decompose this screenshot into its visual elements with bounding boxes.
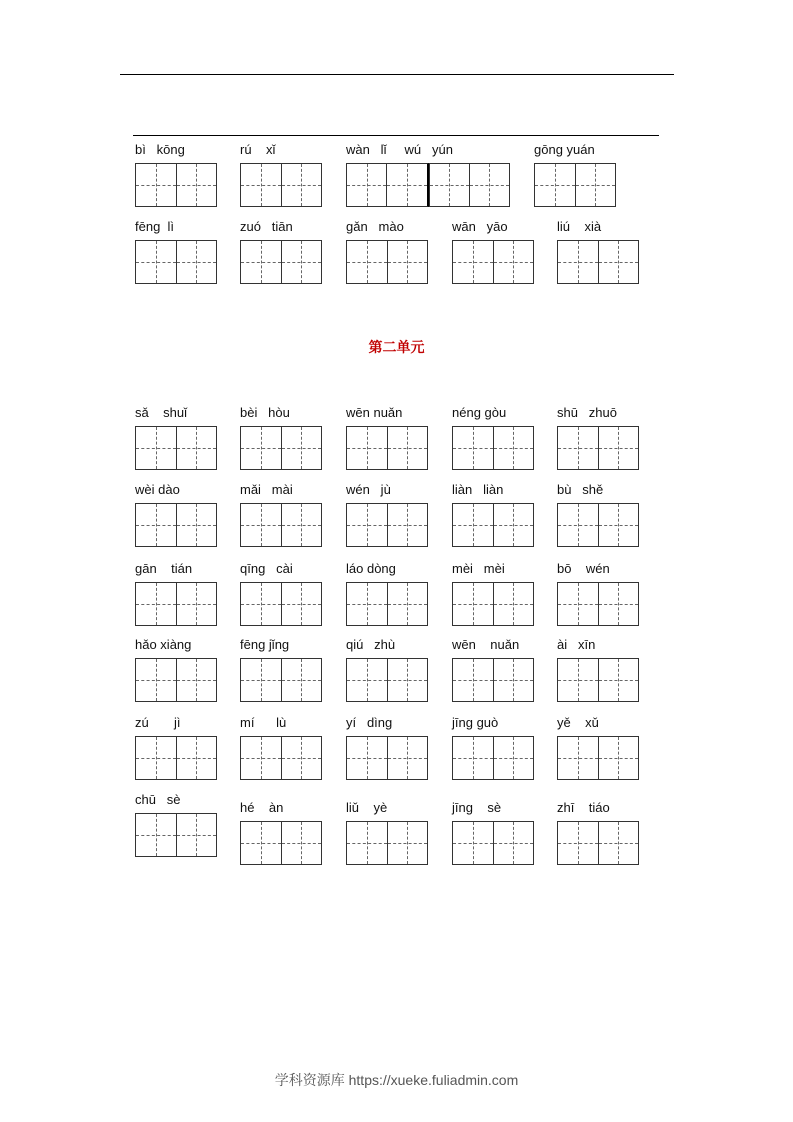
pinyin-label: gōng yuán [534, 142, 595, 157]
tianzige-cell[interactable] [176, 658, 218, 702]
writing-grid[interactable] [240, 163, 322, 207]
tianzige-cell[interactable] [387, 736, 429, 780]
tianzige-cell[interactable] [598, 582, 640, 626]
pinyin-label: wēn nuǎn [452, 637, 520, 652]
tianzige-cell[interactable] [469, 163, 510, 207]
tianzige-cell[interactable] [557, 736, 598, 780]
tianzige-cell[interactable] [598, 821, 640, 865]
tianzige-cell[interactable] [281, 582, 323, 626]
tianzige-cell[interactable] [598, 503, 640, 547]
tianzige-cell[interactable] [452, 658, 493, 702]
pinyin-label: láo dòng [346, 561, 396, 576]
writing-grid[interactable] [346, 426, 428, 470]
tianzige-cell[interactable] [387, 503, 429, 547]
tianzige-cell[interactable] [176, 426, 218, 470]
pinyin-label: mǎi mài [240, 482, 293, 497]
writing-grid[interactable] [135, 503, 217, 547]
tianzige-cell[interactable] [135, 582, 176, 626]
pinyin-label: liú xià [557, 219, 602, 234]
tianzige-cell[interactable] [557, 240, 598, 284]
tianzige-cell[interactable] [176, 503, 218, 547]
writing-grid[interactable] [346, 582, 428, 626]
writing-grid[interactable] [452, 658, 534, 702]
pinyin-label: wān yāo [452, 219, 508, 234]
writing-grid[interactable] [346, 503, 428, 547]
tianzige-cell[interactable] [346, 503, 387, 547]
tianzige-cell[interactable] [281, 821, 323, 865]
tianzige-cell[interactable] [135, 658, 176, 702]
pinyin-label: bù shě [557, 482, 604, 497]
tianzige-cell[interactable] [493, 503, 535, 547]
pinyin-label: wēn nuǎn [346, 405, 403, 420]
tianzige-cell[interactable] [598, 240, 640, 284]
writing-grid[interactable] [557, 503, 639, 547]
tianzige-cell[interactable] [240, 240, 281, 284]
tianzige-cell[interactable] [176, 240, 218, 284]
pinyin-label: bì kōng [135, 142, 185, 157]
pinyin-label: liàn liàn [452, 482, 504, 497]
writing-grid[interactable] [557, 736, 639, 780]
tianzige-cell[interactable] [598, 426, 640, 470]
tianzige-cell[interactable] [240, 426, 281, 470]
pinyin-label: néng gòu [452, 405, 507, 420]
pinyin-label: bèi hòu [240, 405, 290, 420]
pinyin-label: sǎ shuǐ [135, 405, 188, 420]
writing-grid[interactable] [452, 503, 534, 547]
writing-grid[interactable] [240, 503, 322, 547]
pinyin-label: qīng cài [240, 561, 293, 576]
tianzige-cell[interactable] [557, 821, 598, 865]
unit2-title: 第二单元 [368, 340, 425, 356]
writing-grid[interactable] [346, 821, 428, 865]
tianzige-cell[interactable] [281, 163, 323, 207]
writing-grid[interactable] [240, 582, 322, 626]
pinyin-label: wén jù [346, 482, 391, 497]
tianzige-cell[interactable] [598, 736, 640, 780]
pinyin-label: rú xǐ [240, 142, 276, 157]
tianzige-cell[interactable] [281, 503, 323, 547]
writing-grid[interactable] [240, 426, 322, 470]
tianzige-cell[interactable] [387, 582, 429, 626]
writing-grid[interactable] [452, 821, 534, 865]
tianzige-cell[interactable] [557, 582, 598, 626]
writing-grid[interactable] [240, 240, 322, 284]
tianzige-cell[interactable] [452, 582, 493, 626]
tianzige-cell[interactable] [346, 240, 387, 284]
tianzige-cell[interactable] [387, 240, 429, 284]
tianzige-cell[interactable] [493, 736, 535, 780]
tianzige-cell[interactable] [493, 240, 535, 284]
tianzige-cell[interactable] [493, 582, 535, 626]
section-rule [133, 135, 659, 136]
tianzige-cell[interactable] [240, 821, 281, 865]
tianzige-cell[interactable] [135, 736, 176, 780]
pinyin-label: chū sè [135, 792, 181, 807]
tianzige-cell[interactable] [452, 736, 493, 780]
tianzige-cell[interactable] [240, 658, 281, 702]
pinyin-label: gǎn mào [346, 219, 404, 234]
tianzige-cell[interactable] [346, 163, 386, 207]
tianzige-cell[interactable] [135, 503, 176, 547]
writing-grid[interactable] [452, 582, 534, 626]
tianzige-cell[interactable] [240, 736, 281, 780]
tianzige-cell[interactable] [387, 658, 429, 702]
writing-grid[interactable] [452, 240, 534, 284]
pinyin-label: qiú zhù [346, 637, 396, 652]
tianzige-cell[interactable] [557, 658, 598, 702]
tianzige-cell[interactable] [387, 426, 429, 470]
writing-grid[interactable] [557, 821, 639, 865]
writing-grid[interactable] [240, 821, 322, 865]
tianzige-cell[interactable] [240, 163, 281, 207]
tianzige-cell[interactable] [346, 821, 387, 865]
writing-grid[interactable] [534, 163, 616, 207]
tianzige-cell[interactable] [281, 658, 323, 702]
tianzige-cell[interactable] [176, 163, 218, 207]
pinyin-label: liǔ yè [346, 800, 388, 815]
pinyin-label: zhī tiáo [557, 800, 610, 815]
tianzige-cell[interactable] [240, 582, 281, 626]
tianzige-cell[interactable] [452, 503, 493, 547]
pinyin-label: zuó tiān [240, 219, 293, 234]
tianzige-cell[interactable] [240, 503, 281, 547]
writing-grid[interactable] [557, 426, 639, 470]
tianzige-cell[interactable] [493, 821, 535, 865]
writing-grid[interactable] [452, 736, 534, 780]
tianzige-cell[interactable] [281, 240, 323, 284]
tianzige-cell[interactable] [429, 163, 469, 207]
pinyin-label: bō wén [557, 561, 610, 576]
pinyin-label: jīng guò [452, 715, 499, 730]
header-rule [120, 74, 674, 75]
writing-grid[interactable] [135, 163, 217, 207]
tianzige-cell[interactable] [575, 163, 617, 207]
writing-grid[interactable] [346, 736, 428, 780]
pinyin-label: wèi dào [135, 482, 180, 497]
writing-grid[interactable] [346, 240, 428, 284]
pinyin-label: shū zhuō [557, 405, 617, 420]
writing-grid[interactable] [240, 736, 322, 780]
tianzige-cell[interactable] [557, 503, 598, 547]
tianzige-cell[interactable] [452, 426, 493, 470]
tianzige-cell[interactable] [135, 813, 176, 857]
pinyin-label: hé àn [240, 800, 284, 815]
pinyin-label: mèi mèi [452, 561, 505, 576]
pinyin-label: ài xīn [557, 637, 596, 652]
footer-source: 学科资源库 https://xueke.fuliadmin.com [274, 1072, 519, 1088]
tianzige-cell[interactable] [346, 658, 387, 702]
tianzige-cell[interactable] [135, 240, 176, 284]
pinyin-label: jīng sè [452, 800, 502, 815]
pinyin-label: mí lù [240, 715, 287, 730]
writing-grid[interactable] [452, 426, 534, 470]
pinyin-label: wàn lǐ wú yún [346, 142, 453, 157]
pinyin-label: fēng jǐng [240, 637, 290, 652]
writing-grid[interactable] [135, 736, 217, 780]
tianzige-cell[interactable] [346, 426, 387, 470]
tianzige-cell[interactable] [557, 426, 598, 470]
pinyin-label: yě xǔ [557, 715, 599, 730]
pinyin-label: zú jì [135, 715, 181, 730]
tianzige-cell[interactable] [534, 163, 575, 207]
pinyin-label: hǎo xiàng [135, 637, 192, 652]
tianzige-cell[interactable] [176, 813, 218, 857]
tianzige-cell[interactable] [281, 426, 323, 470]
tianzige-cell[interactable] [387, 821, 429, 865]
tianzige-cell[interactable] [135, 426, 176, 470]
tianzige-cell[interactable] [281, 736, 323, 780]
pinyin-label: fēng lì [135, 219, 175, 234]
tianzige-cell[interactable] [346, 736, 387, 780]
tianzige-cell[interactable] [598, 658, 640, 702]
tianzige-cell[interactable] [452, 821, 493, 865]
writing-grid[interactable] [346, 163, 510, 207]
writing-grid[interactable] [135, 813, 217, 857]
tianzige-cell[interactable] [386, 163, 428, 207]
tianzige-cell[interactable] [493, 658, 535, 702]
tianzige-cell[interactable] [452, 240, 493, 284]
pinyin-label: gān tián [135, 561, 193, 576]
tianzige-cell[interactable] [493, 426, 535, 470]
writing-grid[interactable] [240, 658, 322, 702]
writing-grid[interactable] [557, 582, 639, 626]
writing-grid[interactable] [135, 240, 217, 284]
tianzige-cell[interactable] [346, 582, 387, 626]
writing-grid[interactable] [346, 658, 428, 702]
pinyin-label: yí dìng [346, 715, 393, 730]
tianzige-cell[interactable] [135, 163, 176, 207]
writing-grid[interactable] [135, 582, 217, 626]
writing-grid[interactable] [135, 658, 217, 702]
tianzige-cell[interactable] [176, 736, 218, 780]
writing-grid[interactable] [135, 426, 217, 470]
writing-grid[interactable] [557, 240, 639, 284]
tianzige-cell[interactable] [176, 582, 218, 626]
writing-grid[interactable] [557, 658, 639, 702]
